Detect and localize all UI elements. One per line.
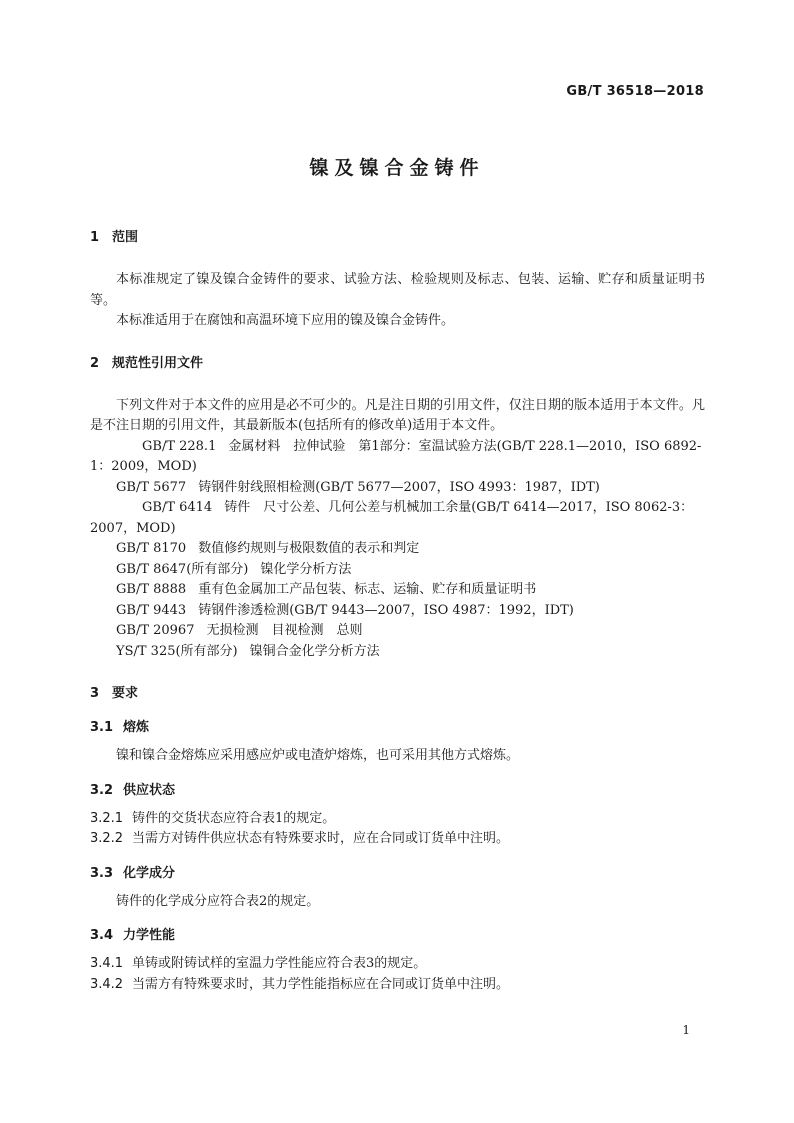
subsection-title: 熔炼 <box>123 720 150 735</box>
reference-code: YS/T 325(所有部分) <box>116 643 238 659</box>
clause-3-4-1 <box>90 954 705 975</box>
clause-number: 3.2.2 <box>90 831 124 846</box>
reference-title: 铸钢件射线照相检测(GB/T 5677—2007，ISO 4993：1987，IDT) <box>198 479 600 495</box>
reference-item <box>90 580 705 601</box>
clause-3-4-2 <box>90 975 705 996</box>
reference-code: GB/T 8647(所有部分) <box>116 561 249 577</box>
reference-title: 铸钢件渗透检测(GB/T 9443—2007，ISO 4987：1992，IDT) <box>198 602 574 618</box>
section-number: 2 <box>90 355 100 371</box>
subsection-3-1-heading <box>90 718 705 738</box>
reference-item <box>90 601 705 622</box>
section-title: 范围 <box>112 230 139 245</box>
subsection-3-4-heading <box>90 926 705 946</box>
reference-code: GB/T 9443 <box>116 602 187 618</box>
scope-paragraph-2: 本标准适用于在腐蚀和高温环境下应用的镍及镍合金铸件。 <box>116 313 455 328</box>
section-number: 1 <box>90 230 100 245</box>
subsection-number: 3.4 <box>90 928 114 943</box>
subsection-number: 3.2 <box>90 782 114 798</box>
section-2-heading <box>90 354 705 374</box>
section-title: 规范性引用文件 <box>112 355 204 371</box>
clause-text: 当需方有特殊要求时，其力学性能指标应在合同或订货单中注明。 <box>132 976 510 992</box>
subsection-number: 3.1 <box>90 720 114 735</box>
smelting-paragraph: 镍和镍合金熔炼应采用感应炉或电渣炉熔炼，也可采用其他方式熔炼。 <box>116 748 520 763</box>
reference-code: GB/T 5677 <box>116 479 187 495</box>
section-number: 3 <box>90 686 100 701</box>
subsection-number: 3.3 <box>90 865 114 881</box>
clause-text: 铸件的交货状态应符合表1的规定。 <box>132 810 336 826</box>
reference-title: 数值修约规则与极限数值的表示和判定 <box>198 541 420 556</box>
clause-number: 3.2.1 <box>90 810 124 826</box>
reference-item <box>90 621 705 642</box>
subsection-title: 化学成分 <box>123 865 176 881</box>
reference-title: 镍铜合金化学分析方法 <box>249 643 380 659</box>
clause-number: 3.4.2 <box>90 976 124 992</box>
section-3-heading <box>90 684 705 704</box>
references-intro: 下列文件对于本文件的应用是必不可少的。凡是注日期的引用文件，仅注日期的版本适用于本文件。凡是不注日期的引用文件，其最新版本(包括所有的修改单)适用于本文件。 <box>90 397 705 433</box>
document-title: 镍及镍合金铸件 <box>309 157 485 179</box>
clause-number: 3.4.1 <box>90 956 124 971</box>
reference-title: 镍化学分析方法 <box>260 561 352 577</box>
section-1-heading <box>90 228 705 248</box>
reference-item <box>90 498 705 539</box>
reference-title: 无损检测 目视检测 总则 <box>206 623 363 638</box>
scope-paragraph-1: 本标准规定了镍及镍合金铸件的要求、试验方法、检验规则及标志、包装、运输、贮存和质量证明书等。 <box>90 272 705 308</box>
clause-text: 当需方对铸件供应状态有特殊要求时，应在合同或订货单中注明。 <box>132 831 510 846</box>
subsection-3-2-heading <box>90 781 705 801</box>
reference-title: 重有色金属加工产品包装、标志、运输、贮存和质量证明书 <box>198 582 537 597</box>
reference-title: 铸件 尺寸公差、几何公差与机械加工余量(GB/T 6414—2017，ISO 8062-3：2007，MOD) <box>90 500 694 536</box>
reference-item <box>90 539 705 560</box>
subsection-title: 供应状态 <box>123 782 176 798</box>
page-number: 1 <box>682 1023 690 1037</box>
reference-code: GB/T 6414 <box>142 500 213 515</box>
chemical-composition-paragraph: 铸件的化学成分应符合表2的规定。 <box>116 893 320 909</box>
reference-code: GB/T 8888 <box>116 582 187 597</box>
subsection-3-3-heading <box>90 864 705 884</box>
reference-item <box>90 437 705 478</box>
clause-3-2-1 <box>90 809 705 830</box>
reference-item <box>90 478 705 499</box>
reference-item <box>90 642 705 663</box>
document-body <box>90 228 705 995</box>
reference-title: 金属材料 拉伸试验 第1部分：室温试验方法(GB/T 228.1—2010，ISO 6892-1：2009，MOD) <box>90 438 702 474</box>
reference-item <box>90 560 705 581</box>
standard-code: GB/T 36518—2018 <box>566 84 704 99</box>
clause-text: 单铸或附铸试样的室温力学性能应符合表3的规定。 <box>132 956 427 971</box>
subsection-title: 力学性能 <box>123 928 176 943</box>
clause-3-2-2 <box>90 829 705 850</box>
section-title: 要求 <box>112 686 139 701</box>
reference-code: GB/T 228.1 <box>142 438 217 454</box>
reference-code: GB/T 20967 <box>116 623 195 638</box>
reference-code: GB/T 8170 <box>116 541 187 556</box>
